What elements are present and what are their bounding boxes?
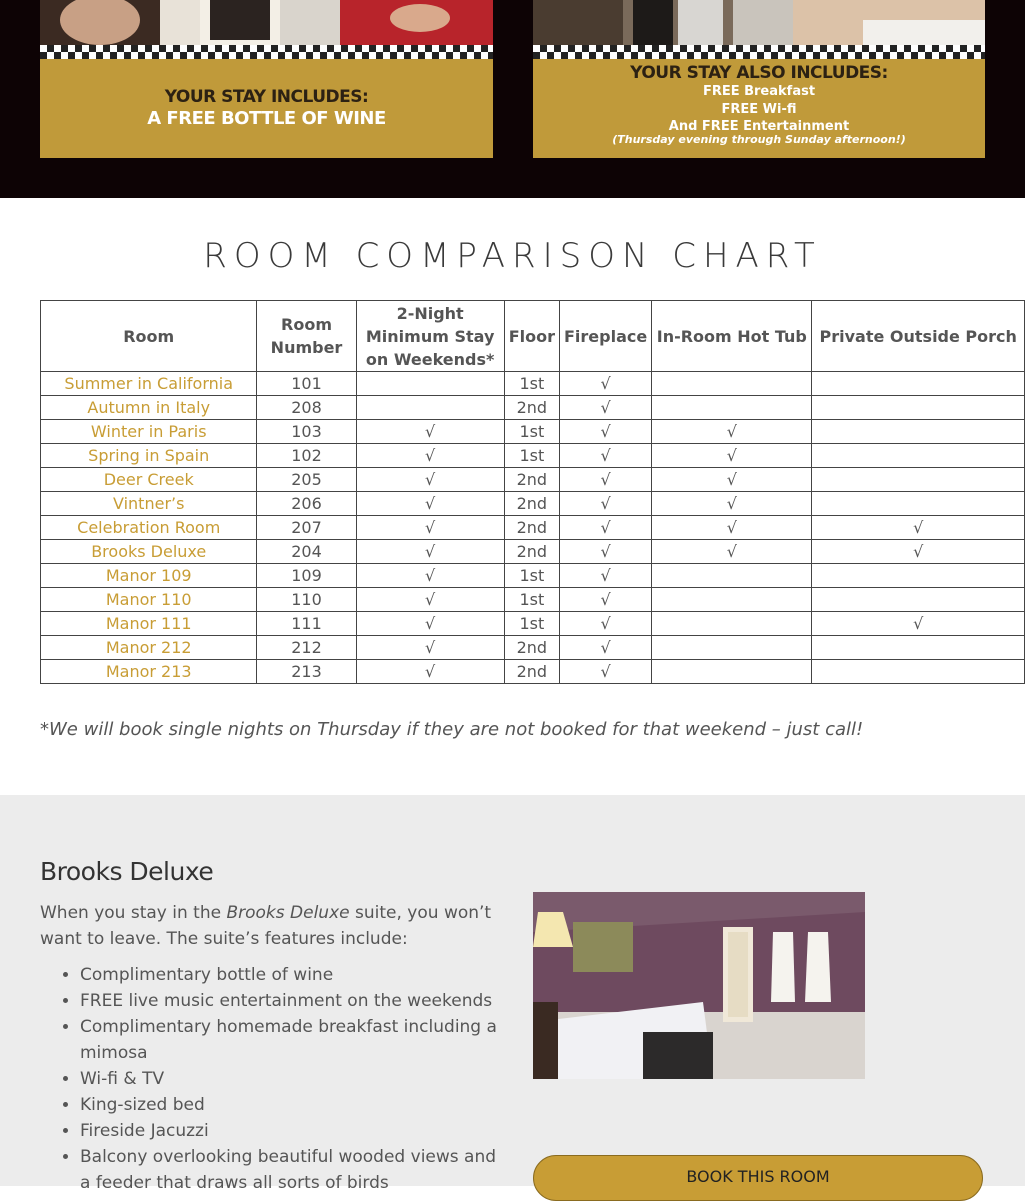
cell-porch xyxy=(812,660,1025,684)
cell-number: 110 xyxy=(257,588,356,612)
breakfast-photo xyxy=(533,0,985,45)
book-room-button[interactable]: BOOK THIS ROOM xyxy=(533,1155,983,1201)
feature-item: • FREE live music entertainment on the weekends xyxy=(80,988,500,1014)
chart-footnote: *We will book single nights on Thursday if they are not booked for that weekend – just call! xyxy=(40,719,864,740)
table-row xyxy=(41,492,1025,516)
cell-min: √ xyxy=(356,660,504,684)
cell-floor: 2nd xyxy=(504,660,559,684)
table-row xyxy=(41,468,1025,492)
feature-item: • King-sized bed xyxy=(80,1092,500,1118)
cell-floor: 2nd xyxy=(504,540,559,564)
cell-fireplace: √ xyxy=(560,372,652,396)
cell-fireplace: √ xyxy=(560,588,652,612)
cell-room[interactable]: Winter in Paris xyxy=(41,420,257,444)
cell-room[interactable]: Manor 110 xyxy=(41,588,257,612)
promo-heading: YOUR STAY INCLUDES: xyxy=(164,87,369,107)
cell-number: 213 xyxy=(257,660,356,684)
header-fireplace: Fireplace xyxy=(560,301,652,372)
cell-porch xyxy=(812,396,1025,420)
cell-porch xyxy=(812,372,1025,396)
cell-fireplace: √ xyxy=(560,396,652,420)
table-row xyxy=(41,660,1025,684)
cell-room[interactable]: Vintner’s xyxy=(41,492,257,516)
cell-fireplace: √ xyxy=(560,564,652,588)
header-text: Minimum Stay xyxy=(365,326,495,346)
cell-floor: 1st xyxy=(504,588,559,612)
cell-min: √ xyxy=(356,636,504,660)
feature-item: • Complimentary bottle of wine xyxy=(80,962,500,988)
cell-hottub: √ xyxy=(652,492,812,516)
table-row xyxy=(41,588,1025,612)
cell-hottub: √ xyxy=(652,540,812,564)
table-body xyxy=(41,372,1025,684)
cell-fireplace: √ xyxy=(560,420,652,444)
cell-min: √ xyxy=(356,588,504,612)
header-hot-tub: In-Room Hot Tub xyxy=(652,301,812,372)
cell-floor: 1st xyxy=(504,564,559,588)
cell-porch: √ xyxy=(812,612,1025,636)
cell-room[interactable]: Manor 109 xyxy=(41,564,257,588)
cell-hottub xyxy=(652,588,812,612)
header-minimum-stay xyxy=(356,301,504,372)
feature-item: • Wi-fi & TV xyxy=(80,1066,500,1092)
cell-hottub xyxy=(652,660,812,684)
cell-fireplace: √ xyxy=(560,636,652,660)
table-row xyxy=(41,540,1025,564)
header-text: Number xyxy=(270,338,343,357)
table-row xyxy=(41,372,1025,396)
room-photo xyxy=(533,892,865,1079)
promo-perk-list xyxy=(533,83,985,136)
cell-floor: 2nd xyxy=(504,468,559,492)
cell-porch xyxy=(812,468,1025,492)
cell-fireplace: √ xyxy=(560,516,652,540)
cell-number: 102 xyxy=(257,444,356,468)
cell-fireplace: √ xyxy=(560,444,652,468)
promo-subheading: A FREE BOTTLE OF WINE xyxy=(147,108,386,129)
cell-room[interactable]: Spring in Spain xyxy=(41,444,257,468)
cell-hottub xyxy=(652,372,812,396)
feature-list xyxy=(40,962,500,1196)
cell-hottub: √ xyxy=(652,420,812,444)
table-row xyxy=(41,420,1025,444)
room-comparison-table xyxy=(40,300,1025,684)
cell-fireplace: √ xyxy=(560,468,652,492)
cell-min: √ xyxy=(356,564,504,588)
cell-porch: √ xyxy=(812,516,1025,540)
cell-fireplace: √ xyxy=(560,540,652,564)
cell-hottub xyxy=(652,612,812,636)
cell-number: 109 xyxy=(257,564,356,588)
cell-room[interactable]: Autumn in Italy xyxy=(41,396,257,420)
promo-banner-extras xyxy=(533,0,985,158)
table-row xyxy=(41,612,1025,636)
suite-desc-text: suite, you won’t want to leave. The suite’s features include: xyxy=(40,903,492,949)
feature-item: • Complimentary homemade breakfast including a mimosa xyxy=(80,1014,500,1066)
cell-floor: 1st xyxy=(504,444,559,468)
cell-min: √ xyxy=(356,540,504,564)
table-row xyxy=(41,396,1025,420)
page-title: ROOM COMPARISON CHART xyxy=(203,236,822,276)
cell-hottub: √ xyxy=(652,516,812,540)
cell-min: √ xyxy=(356,444,504,468)
cell-porch xyxy=(812,564,1025,588)
cell-min: √ xyxy=(356,492,504,516)
cell-porch: √ xyxy=(812,540,1025,564)
cell-number: 207 xyxy=(257,516,356,540)
bedroom-image xyxy=(533,892,865,1079)
suite-desc-name: Brooks Deluxe xyxy=(226,903,350,923)
cell-number: 101 xyxy=(257,372,356,396)
cell-floor: 2nd xyxy=(504,492,559,516)
cell-hottub xyxy=(652,636,812,660)
cell-number: 212 xyxy=(257,636,356,660)
cell-floor: 1st xyxy=(504,372,559,396)
perk-breakfast: FREE Breakfast xyxy=(702,84,816,99)
header-room-number xyxy=(257,301,356,372)
feature-item: • Balcony overlooking beautiful wooded views and a feeder that draws all sorts of birds xyxy=(80,1144,500,1196)
cell-porch xyxy=(812,492,1025,516)
cell-room[interactable]: Deer Creek xyxy=(41,468,257,492)
cell-floor: 1st xyxy=(504,612,559,636)
wine-photo xyxy=(40,0,493,45)
cell-hottub: √ xyxy=(652,468,812,492)
promo-band xyxy=(0,0,1025,198)
header-text: on Weekends* xyxy=(365,349,495,369)
cell-number: 111 xyxy=(257,612,356,636)
cell-floor: 2nd xyxy=(504,636,559,660)
table-row xyxy=(41,636,1025,660)
cell-porch xyxy=(812,636,1025,660)
cell-room[interactable]: Manor 111 xyxy=(41,612,257,636)
cell-min: √ xyxy=(356,612,504,636)
cell-number: 204 xyxy=(257,540,356,564)
cell-porch xyxy=(812,420,1025,444)
cell-room[interactable]: Brooks Deluxe xyxy=(41,540,257,564)
header-text: Room xyxy=(281,315,332,334)
table-header-row xyxy=(41,301,1025,372)
cell-hottub xyxy=(652,564,812,588)
cell-number: 206 xyxy=(257,492,356,516)
promo-banner-wine xyxy=(40,0,493,158)
cell-room[interactable]: Summer in California xyxy=(41,372,257,396)
table-row xyxy=(41,516,1025,540)
cell-floor: 2nd xyxy=(504,516,559,540)
cell-min: √ xyxy=(356,468,504,492)
cell-room[interactable]: Manor 213 xyxy=(41,660,257,684)
cell-number: 208 xyxy=(257,396,356,420)
header-floor: Floor xyxy=(504,301,559,372)
promo-footnote: (Thursday evening through Sunday afternoon!) xyxy=(612,133,906,146)
cell-room[interactable]: Manor 212 xyxy=(41,636,257,660)
checker-border xyxy=(40,45,493,59)
perk-wifi: FREE Wi-fi xyxy=(721,101,797,117)
header-porch: Private Outside Porch xyxy=(812,301,1025,372)
table-row xyxy=(41,444,1025,468)
cell-min xyxy=(356,396,504,420)
promo-heading: YOUR STAY ALSO INCLUDES: xyxy=(630,63,888,83)
feature-item: • Fireside Jacuzzi xyxy=(80,1118,500,1144)
cell-fireplace: √ xyxy=(560,660,652,684)
cell-number: 103 xyxy=(257,420,356,444)
cell-number: 205 xyxy=(257,468,356,492)
cell-room[interactable]: Celebration Room xyxy=(41,516,257,540)
cell-fireplace: √ xyxy=(560,492,652,516)
suite-description xyxy=(40,900,500,952)
cell-hottub: √ xyxy=(652,444,812,468)
perk-entertainment: And FREE Entertainment xyxy=(668,119,850,134)
suite-desc-text: When you stay in the xyxy=(40,903,227,923)
header-room: Room xyxy=(41,301,257,372)
cell-floor: 1st xyxy=(504,420,559,444)
checker-border xyxy=(533,45,985,59)
table-row xyxy=(41,564,1025,588)
header-text: 2-Night xyxy=(396,303,464,323)
cell-min xyxy=(356,372,504,396)
cell-porch xyxy=(812,444,1025,468)
suite-title: Brooks Deluxe xyxy=(40,857,214,886)
cell-fireplace: √ xyxy=(560,612,652,636)
cell-hottub xyxy=(652,396,812,420)
cell-min: √ xyxy=(356,420,504,444)
cell-porch xyxy=(812,588,1025,612)
cell-floor: 2nd xyxy=(504,396,559,420)
cell-min: √ xyxy=(356,516,504,540)
